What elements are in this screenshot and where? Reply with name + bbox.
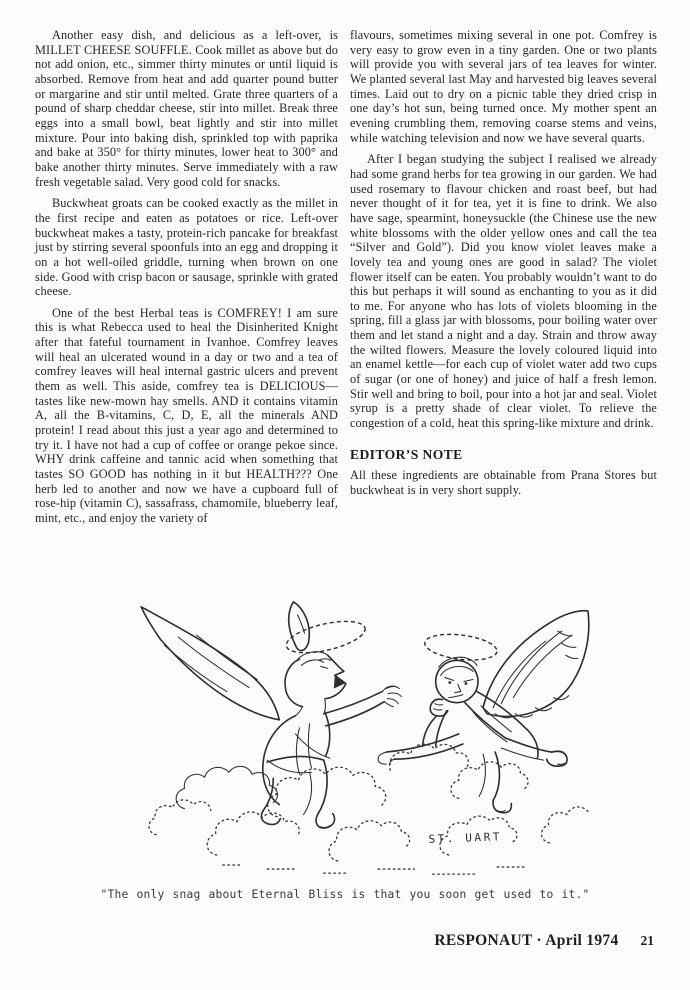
left-column [35,28,338,533]
paragraph-buckwheat: Buckwheat groats can be cooked exactly as the millet in the first recipe and eaten as potatoes or rice. Left-over buckwheat makes a tasty, protein-rich pancake for breakfast just by stirring several spoonfuls into an egg and dropping it on a hot well-oiled griddle, turning when brown on one side. Good with crisp bacon or sausage, sprinkle with grated cheese. [35,196,338,299]
paragraph-garden-herbs: After I began studying the subject I realised we already had some grand herbs for tea growing in our garden. We had used rosemary to flavour chicken and roast beef, but had never thought of it for tea, yet it is fine to drink. We also have sage, spearmint, honeysuckle (the Chinese use the new white blossoms with the older yellow ones and call the tea “Silver and Gold”). Did you know violet leaves make a lovely tea and young ones are good in salad? The violet flower itself can be eaten. You probably wouldn’t want to do this but perhaps it will sound as enchanting to you as it did to me. For anyone who has lots of violets blooming in the spring, fill a glass jar with blossoms, pour boiling water over them and let stand a night and a day. Strain and throw away the wilted flowers. Measure the lovely coloured liquid into an enamel kettle—for each cup of violet water add two cups of sugar (or one of honey) and juice of half a fresh lemon. Stir well and bring to boil, pour into a hot jar and seal. Violet syrup is a pretty shade of clear violet. To relieve the congestion of a cold, heat this spring-like mixture and drink. [350,152,657,431]
magazine-title-date: RESPONAUT · April 1974 [434,932,619,949]
paragraph-millet-souffle: Another easy dish, and delicious as a left-over, is MILLET CHEESE SOUFFLE. Cook millet as above but do not add onion, etc., simmer thirty minutes or until liquid is absorbed. Remove from heat and add quarter pound butter or margarine and stir until melted. Grate three quarters of a pound of sharp cheddar cheese, stir into millet. Break three eggs into a small bowl, beat lightly and stir into millet mixture. Pour into baking dish, sprinkled top with paprika and bake at 350° for thirty minutes, lower heat to 300° and bake another thirty minutes. Serve immediately with a raw fresh vegetable salad. Very good cold for snacks. [35,28,338,189]
artist-signature: ST. UART [428,830,503,846]
right-column [350,28,657,505]
angels-line-drawing [126,600,594,886]
left-angel [141,602,401,828]
page-footer [434,932,654,950]
paragraph-comfrey: One of the best Herbal teas is COMFREY! I am sure this is what Rebecca used to heal the Disinherited Knight after that fateful tournament in Ivanhoe. Comfrey leaves will heal an ulcerated wound in a day or two and a tea of comfrey leaves will heal internal gastric ulcers and prevent them as well. This aside, comfrey tea is DELICIOUS—tastes like new-mown hay smells. AND it contains vitamin A, all the B-vitamins, C, D, E, all the minerals AND protein! I read about this just a year ago and determined to try it. I have not had a cup of coffee or orange pekoe since. WHY drink caffeine and tannic acid when something that tastes SO GOOD has nothing in it but HEALTH??? One herb led to another and now we have a cupboard full of rose-hip (vitamin C), sassafrass, chamomile, blueberry leaf, mint, etc., and enjoy the variety of [35,305,338,525]
editors-note-heading: EDITOR’S NOTE [350,446,463,462]
page-number: 21 [640,933,654,948]
editors-note-body: All these ingredients are obtainable from Prana Stores but buckwheat is in very short supply. [350,468,657,498]
cartoon-caption: "The only snag about Eternal Bliss is that you soon get used to it." [100,888,590,901]
paragraph-flavours-continued: flavours, sometimes mixing several in one pot. Comfrey is very easy to grow even in a tiny garden. One or two plants will provide you with several jars of tea leaves for winter. We planted several last May and harvested big leaves several times. Laid out to dry on a picnic table they dried crisp in one day’s hot sun, being turned once. My mother spent an evening crumbling them, removing coarse stems and veins, while watching television and now we have several quarts. [350,28,657,145]
angels-cartoon-illustration [126,600,594,886]
clouds [149,744,588,874]
right-angel [378,611,589,813]
